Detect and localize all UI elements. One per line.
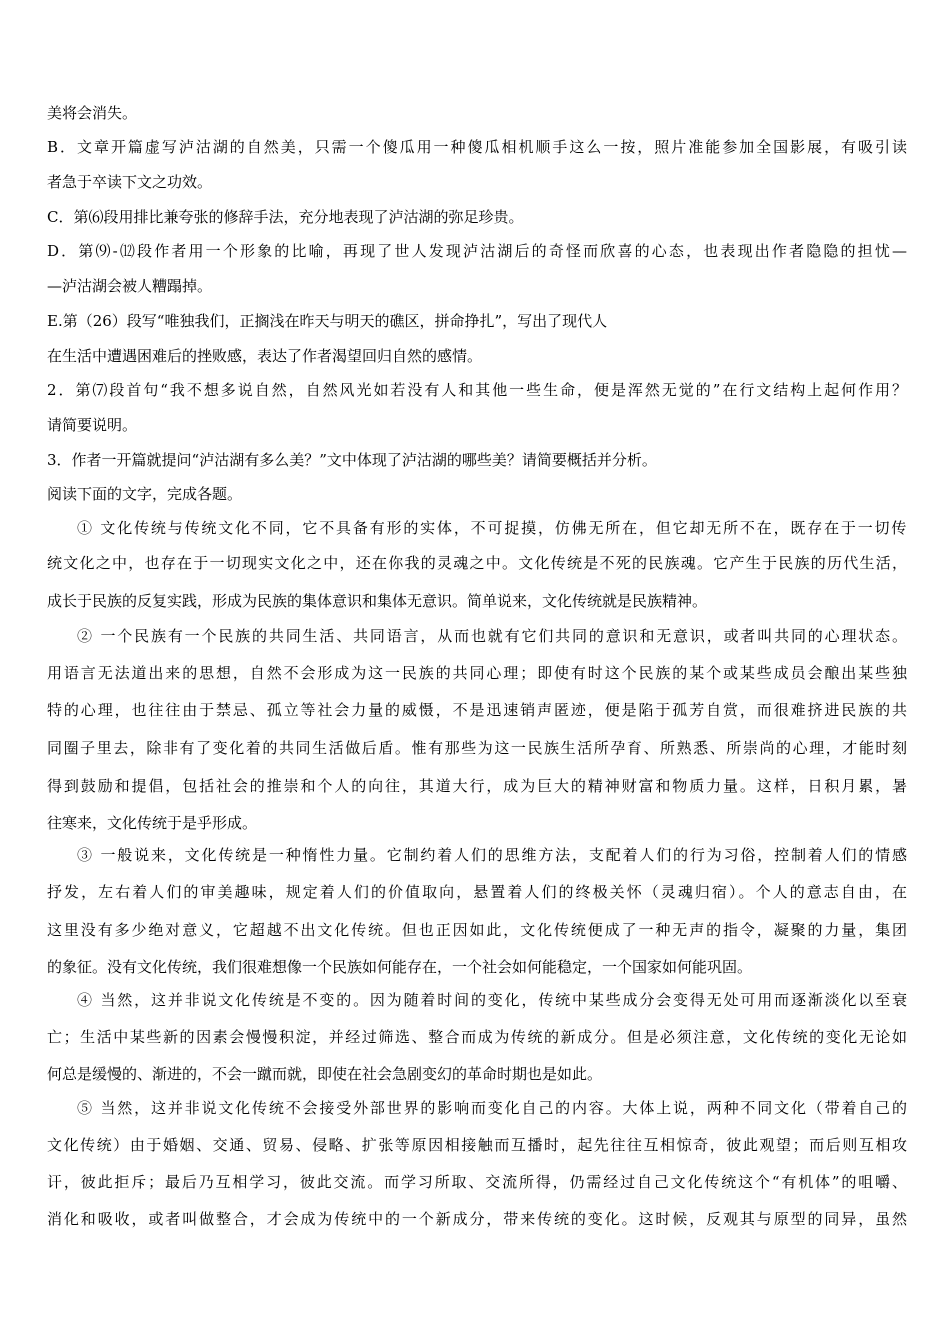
paragraph-2-line-2: 用语言无法道出来的思想，自然不会形成为这一民族的共同心理；即使有时这个民族的某个或某些成员会酿出某些独 <box>47 664 907 682</box>
paragraph-3-line-4: 的象征。没有文化传统，我们很难想像一个民族如何能存在，一个社会如何能稳定，一个国家如何能巩固。 <box>47 958 753 976</box>
paragraph-1-line-2: 统文化之中，也存在于一切现实文化之中，还在你我的灵魂之中。文化传统是不死的民族魂。它产生于民族的历代生活， <box>47 554 907 572</box>
paragraph-2-line-3: 特的心理，也往往由于禁忌、孤立等社会力量的威慑，不是迅速销声匿迹，便是陷于孤芳自赏，而很难挤进民族的共 <box>47 701 907 719</box>
question-2-line-1: 2．第⑺段首句“我不想多说自然，自然风光如若没有人和其他一些生命，便是浑然无觉的”在行文结构上起何作用？ <box>47 381 907 399</box>
paragraph-5-line-3: 讦，彼此拒斥；最后乃互相学习，彼此交流。而学习所取、交流所得，仍需经过自己文化传统这个“有机体”的咀嚼、 <box>47 1173 907 1191</box>
option-c: C．第⑹段用排比兼夸张的修辞手法，充分地表现了泸沽湖的弥足珍贵。 <box>47 208 524 226</box>
reading-prompt: 阅读下面的文字，完成各题。 <box>47 485 243 503</box>
paragraph-5-line-2: 文化传统）由于婚姻、交通、贸易、侵略、扩张等原因相接触而互播时，起先往往互相惊奇，彼此观望；而后则互相攻 <box>47 1136 907 1154</box>
text-line-continuation: 美将会消失。 <box>47 104 138 122</box>
option-e-line-1: E.第（26）段写“唯独我们，正搁浅在昨天与明天的礁区，拼命挣扎”，写出了现代人 <box>47 312 608 330</box>
paragraph-3-line-1: ③ 一般说来，文化传统是一种惰性力量。它制约着人们的思维方法，支配着人们的行为习俗，控制着人们的情感 <box>77 846 907 864</box>
paragraph-2-line-4: 同圈子里去，除非有了变化着的共同生活做后盾。惟有那些为这一民族生活所孕育、所熟悉、所崇尚的心理，才能时刻 <box>47 739 907 757</box>
paragraph-1-line-1: ① 文化传统与传统文化不同，它不具备有形的实体，不可捉摸，仿佛无所在，但它却无所不在，既存在于一切传 <box>77 519 907 537</box>
paragraph-3-line-2: 抒发，左右着人们的审美趣味，规定着人们的价值取向，悬置着人们的终极关怀（灵魂归宿）。个人的意志自由，在 <box>47 883 907 901</box>
paragraph-5-line-4: 消化和吸收，或者叫做整合，才会成为传统中的一个新成分，带来传统的变化。这时候，反观其与原型的同异，虽然 <box>47 1210 907 1228</box>
question-2-line-2: 请简要说明。 <box>47 416 138 434</box>
option-e-line-2: 在生活中遭遇困难后的挫败感，表达了作者渴望回归自然的感情。 <box>47 347 483 365</box>
option-d-line-1: D．第⑼-⑿段作者用一个形象的比喻，再现了世人发现泸沽湖后的奇怪而欣喜的心态，也表现出作者隐隐的担忧— <box>47 242 907 260</box>
paragraph-3-line-3: 这里没有多少绝对意义，它超越不出文化传统。但也正因如此，文化传统便成了一种无声的指令，凝聚的力量，集团 <box>47 921 907 939</box>
paragraph-5-line-1: ⑤ 当然，这并非说文化传统不会接受外部世界的影响而变化自己的内容。大体上说，两种不同文化（带着自己的 <box>77 1099 907 1117</box>
paragraph-4-line-1: ④ 当然，这并非说文化传统是不变的。因为随着时间的变化，传统中某些成分会变得无处可用而逐渐淡化以至衰 <box>77 991 907 1009</box>
paragraph-1-line-3: 成长于民族的反复实践，形成为民族的集体意识和集体无意识。简单说来，文化传统就是民族精神。 <box>47 592 708 610</box>
question-3: 3．作者一开篇就提问“泸沽湖有多么美？”文中体现了泸沽湖的哪些美？请简要概括并分析。 <box>47 451 657 469</box>
option-b-line-2: 者急于卒读下文之功效。 <box>47 173 213 191</box>
paragraph-2-line-1: ② 一个民族有一个民族的共同生活、共同语言，从而也就有它们共同的意识和无意识，或者叫共同的心理状态。 <box>77 627 907 645</box>
paragraph-2-line-6: 往寒来，文化传统于是乎形成。 <box>47 814 258 832</box>
option-d-line-2: —泸沽湖会被人糟蹋掉。 <box>47 277 213 295</box>
option-b-line-1: B．文章开篇虚写泸沽湖的自然美，只需一个傻瓜用一种傻瓜相机顺手这么一按，照片准能参加全国影展，有吸引读 <box>47 138 907 156</box>
paragraph-4-line-2: 亡；生活中某些新的因素会慢慢积淀，并经过筛选、整合而成为传统的新成分。但是必须注意，文化传统的变化无论如 <box>47 1028 907 1046</box>
paragraph-2-line-5: 得到鼓励和提倡，包括社会的推崇和个人的向往，其道大行，成为巨大的精神财富和物质力量。这样，日积月累，暑 <box>47 777 907 795</box>
paragraph-4-line-3: 何总是缓慢的、渐进的，不会一蹴而就，即使在社会急剧变幻的革命时期也是如此。 <box>47 1065 603 1083</box>
